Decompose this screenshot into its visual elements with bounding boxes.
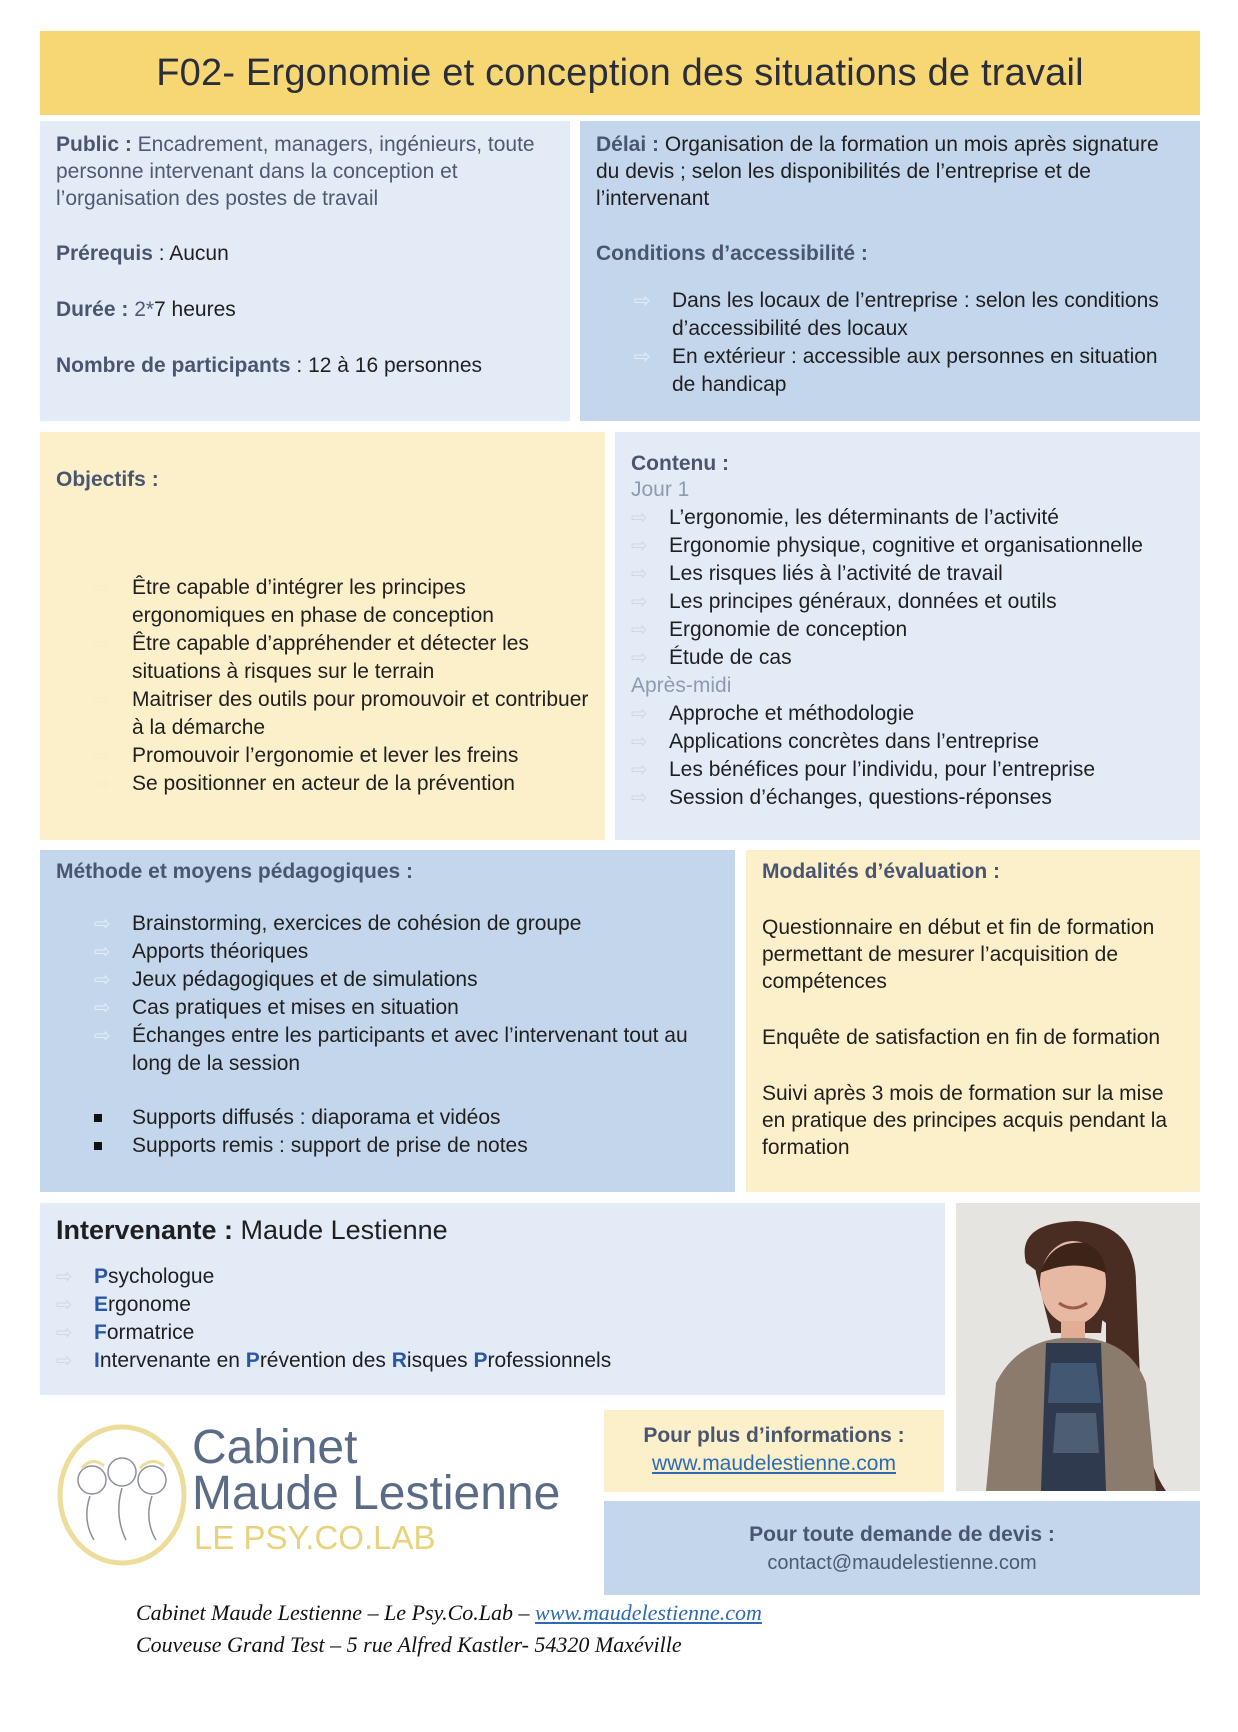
arrow-icon: ⇨ (56, 1322, 73, 1344)
supports-list (94, 1104, 719, 1160)
arrow-icon: ⇨ (631, 507, 648, 529)
info-left-panel (40, 121, 570, 421)
footer-line-2: Couveuse Grand Test – 5 rue Alfred Kastler- 54320 Maxéville (136, 1632, 682, 1657)
list-item: ⇨ Dans les locaux de l’entreprise : selon les conditions d’accessibilité des locaux (634, 289, 1159, 340)
list-item: ⇨ Ergonomie de conception (631, 616, 1184, 644)
intervenante-name: Maude Lestienne (233, 1215, 448, 1245)
arrow-icon: ⇨ (634, 346, 651, 368)
methode-label: Méthode et moyens pédagogiques : (56, 860, 414, 883)
contenu-label: Contenu : (631, 452, 729, 475)
list-item: ⇨ Psychologue (56, 1263, 929, 1291)
arrow-icon: ⇨ (631, 647, 648, 669)
arrow-icon: ⇨ (94, 577, 111, 599)
list-item: ⇨ Intervenante en Prévention des Risques Professionnels (56, 1347, 929, 1375)
prerequis-field (56, 240, 554, 267)
square-bullet-icon (94, 1142, 102, 1150)
square-bullet-icon (94, 1114, 102, 1122)
arrow-icon: ⇨ (631, 731, 648, 753)
info-box-label: Pour plus d’informations : (643, 1424, 905, 1447)
list-item: ⇨ Les principes généraux, données et outils (631, 588, 1184, 616)
arrow-icon: ⇨ (56, 1266, 73, 1288)
afternoon-label: Après-midi (631, 674, 732, 697)
arrow-icon: ⇨ (94, 745, 111, 767)
arrow-icon: ⇨ (631, 535, 648, 557)
participants-label: Nombre de participants (56, 354, 291, 377)
arrow-icon: ⇨ (631, 759, 648, 781)
page-title: F02- Ergonomie et conception des situations de travail (156, 51, 1084, 94)
evaluation-label: Modalités d’évaluation : (762, 860, 1001, 883)
portrait-image (956, 1203, 1200, 1491)
access-field (596, 240, 1184, 267)
list-item: Supports diffusés : diaporama et vidéos (94, 1104, 719, 1132)
list-item: ⇨ Maitriser des outils pour promouvoir et contribuer à la démarche (94, 688, 589, 739)
list-item: ⇨ Étude de cas (631, 644, 1184, 672)
arrow-icon: ⇨ (94, 773, 111, 795)
arrow-icon: ⇨ (94, 913, 111, 935)
intervenante-heading (56, 1213, 929, 1247)
list-item: ⇨ Les risques liés à l’activité de travail (631, 560, 1184, 588)
footer-website-link[interactable]: www.maudelestienne.com (535, 1600, 762, 1625)
title-banner (40, 31, 1200, 115)
arrow-icon: ⇨ (631, 591, 648, 613)
delai-field (596, 131, 1184, 212)
access-list (634, 287, 1184, 399)
list-item: ⇨ Échanges entre les participants et avec l’intervenant tout au long de la session (94, 1024, 688, 1075)
afternoon-list (631, 700, 1184, 812)
arrow-icon: ⇨ (631, 787, 648, 809)
list-item: ⇨ Se positionner en acteur de la prévention (94, 770, 589, 798)
intervenante-label: Intervenante : (56, 1215, 234, 1245)
list-item: ⇨ L’ergonomie, les déterminants de l’activité (631, 504, 1184, 532)
arrow-icon: ⇨ (56, 1350, 73, 1372)
methode-list (94, 910, 719, 1078)
logo-line-1: Cabinet (192, 1421, 358, 1474)
contenu-panel (615, 432, 1200, 840)
day1-label: Jour 1 (631, 478, 690, 501)
list-item: ⇨ Approche et méthodologie (631, 700, 1184, 728)
list-item: ⇨ Brainstorming, exercices de cohésion de groupe (94, 910, 719, 938)
arrow-icon: ⇨ (94, 997, 111, 1019)
intervenante-photo (956, 1203, 1200, 1491)
public-field (56, 131, 554, 212)
devis-box-label: Pour toute demande de devis : (749, 1523, 1055, 1546)
list-item: ⇨ Jeux pédagogiques et de simulations (94, 966, 719, 994)
arrow-icon: ⇨ (631, 619, 648, 641)
access-label: Conditions d’accessibilité : (596, 242, 868, 265)
list-item: ⇨ Apports théoriques (94, 938, 719, 966)
objectifs-list (94, 574, 589, 798)
arrow-icon: ⇨ (94, 689, 111, 711)
info-box (604, 1410, 944, 1492)
objectifs-panel (40, 432, 605, 840)
objectifs-label: Objectifs : (56, 468, 159, 491)
list-item: Supports remis : support de prise de notes (94, 1132, 719, 1160)
prerequis-label: Prérequis (56, 242, 153, 265)
logo-line-2: Maude Lestienne (192, 1467, 561, 1520)
prerequis-value: : Aucun (152, 242, 229, 265)
duree-field (56, 296, 554, 323)
duree-label: Durée : (56, 298, 129, 321)
list-item: ⇨ En extérieur : accessible aux personnes en situation de handicap (634, 345, 1158, 396)
arrow-icon: ⇨ (631, 703, 648, 725)
delai-label: Délai : (596, 133, 660, 156)
list-item: ⇨ Être capable d’intégrer les principes ergonomiques en phase de conception (94, 576, 494, 627)
devis-box (604, 1501, 1200, 1595)
duree-value-b: 7 heures (154, 298, 236, 321)
list-item: ⇨ Promouvoir l’ergonomie et lever les freins (94, 742, 589, 770)
info-right-panel (580, 121, 1200, 421)
evaluation-paragraph: Enquête de satisfaction en fin de formation (762, 1026, 1161, 1049)
list-item: ⇨ Applications concrètes dans l’entreprise (631, 728, 1184, 756)
arrow-icon: ⇨ (94, 969, 111, 991)
participants-field (56, 352, 554, 379)
logo-emblem-icon (52, 1420, 192, 1570)
evaluation-paragraph: Suivi après 3 mois de formation sur la mise en pratique des principes acquis pendant la formation (762, 1082, 1168, 1159)
arrow-icon: ⇨ (94, 633, 111, 655)
arrow-icon: ⇨ (631, 563, 648, 585)
arrow-icon: ⇨ (634, 290, 651, 312)
evaluation-paragraph: Questionnaire en début et fin de formation permettant de mesurer l’acquisition de compétences (762, 916, 1155, 993)
website-link[interactable]: www.maudelestienne.com (652, 1452, 896, 1475)
evaluation-panel (746, 850, 1200, 1192)
arrow-icon: ⇨ (94, 941, 111, 963)
cabinet-logo (52, 1420, 592, 1570)
logo-line-3: LE PSY.CO.LAB (194, 1519, 436, 1556)
arrow-icon: ⇨ (94, 1025, 111, 1047)
list-item: ⇨ Ergonome (56, 1291, 929, 1319)
list-item: ⇨ Ergonomie physique, cognitive et organisationnelle (631, 532, 1184, 560)
participants-value: : 12 à 16 personnes (290, 354, 483, 377)
list-item: ⇨ Formatrice (56, 1319, 929, 1347)
public-label: Public : (56, 133, 132, 156)
delai-value: Organisation de la formation un mois après signature du devis ; selon les disponibilités de l’entreprise et de l’intervenant (596, 133, 1159, 210)
devis-email[interactable]: contact@maudelestienne.com (767, 1552, 1037, 1574)
duree-value-a: 2* (128, 298, 155, 321)
footer-line-1: Cabinet Maude Lestienne – Le Psy.Co.Lab – www.maudelestienne.com (136, 1600, 762, 1625)
list-item: ⇨ Session d’échanges, questions-réponses (631, 784, 1184, 812)
list-item: ⇨ Cas pratiques et mises en situation (94, 994, 719, 1022)
roles-list (56, 1263, 929, 1375)
list-item: ⇨ Les bénéfices pour l’individu, pour l’entreprise (631, 756, 1184, 784)
day1-list (631, 504, 1184, 672)
arrow-icon: ⇨ (56, 1294, 73, 1316)
methode-panel (40, 850, 735, 1192)
public-value: Encadrement, managers, ingénieurs, toute personne intervenant dans la conception et l’organisation des postes de travail (56, 133, 535, 210)
intervenante-panel (40, 1203, 945, 1395)
footer (136, 1597, 1136, 1661)
list-item: ⇨ Être capable d’appréhender et détecter les situations à risques sur le terrain (94, 632, 529, 683)
